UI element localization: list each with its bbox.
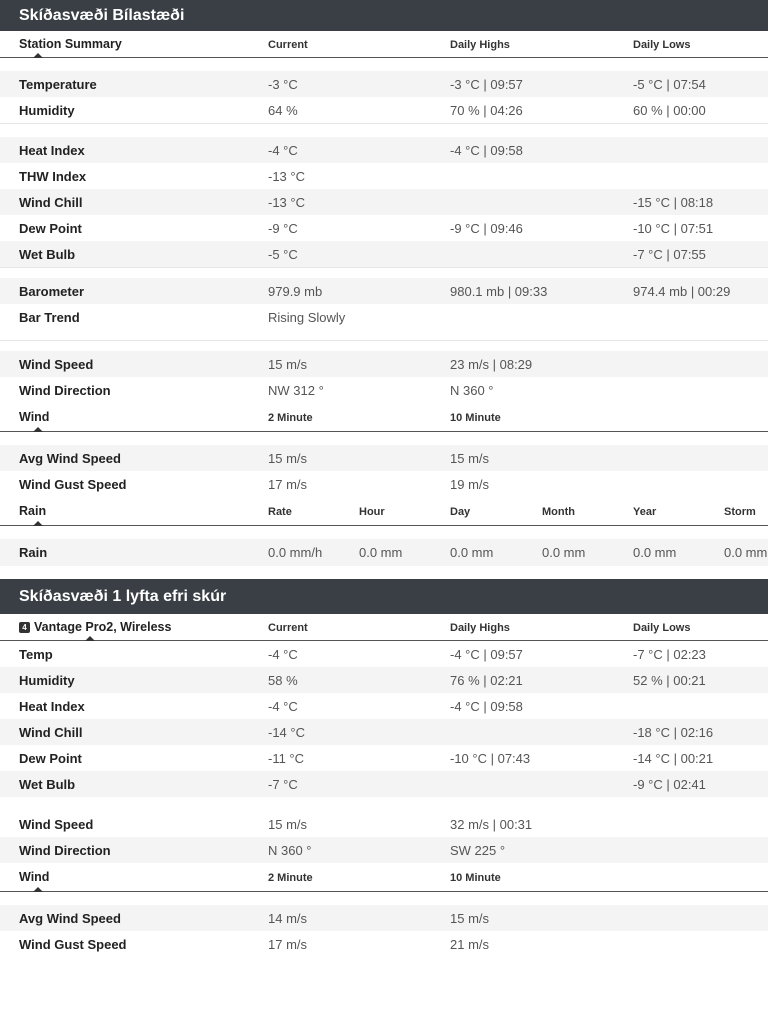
daily-low-value: 974.4 mb | 00:29 bbox=[633, 284, 731, 299]
wind-speed-row bbox=[0, 351, 768, 377]
rain-header bbox=[0, 498, 768, 526]
current-value: -14 °C bbox=[268, 725, 305, 740]
row-label: Avg Wind Speed bbox=[19, 451, 121, 466]
row-label: Bar Trend bbox=[19, 310, 80, 325]
two-minute-value: 17 m/s bbox=[268, 477, 308, 492]
current-value: 15 m/s bbox=[268, 357, 308, 372]
hour-column-header: Hour bbox=[359, 506, 385, 518]
current-column-header: Current bbox=[268, 39, 308, 51]
daily-high-value: -10 °C | 07:43 bbox=[450, 751, 531, 766]
heat-index-row bbox=[0, 137, 768, 163]
device-number-badge: 4 bbox=[19, 622, 30, 633]
row-label: Wind Direction bbox=[19, 843, 111, 858]
ten-minute-value: 15 m/s bbox=[450, 911, 490, 926]
daily-high-value: -3 °C | 09:57 bbox=[450, 77, 523, 92]
wind-chill-row bbox=[0, 189, 768, 215]
current-value: -5 °C bbox=[268, 247, 298, 262]
daily-low-value: -18 °C | 02:16 bbox=[633, 725, 714, 740]
two-minute-column-header: 2 Minute bbox=[268, 412, 313, 424]
rain-month-value: 0.0 mm bbox=[542, 545, 586, 560]
device-header bbox=[0, 614, 768, 641]
rain-hour-value: 0.0 mm bbox=[359, 545, 403, 560]
row-label: Temp bbox=[19, 647, 53, 662]
storm-column-header: Storm bbox=[724, 506, 756, 518]
barometer-row bbox=[0, 278, 768, 304]
wind-gust-speed-row bbox=[0, 931, 768, 957]
station2-section bbox=[0, 579, 768, 957]
device-name: Vantage Pro2, Wireless bbox=[34, 620, 172, 634]
wind-chill-row bbox=[0, 719, 768, 745]
two-minute-value: 14 m/s bbox=[268, 911, 308, 926]
avg-wind-speed-row bbox=[0, 445, 768, 471]
daily-high-value: 70 % | 04:26 bbox=[450, 103, 523, 118]
ten-minute-column-header: 10 Minute bbox=[450, 872, 501, 884]
row-label: Wind Speed bbox=[19, 817, 94, 832]
row-label: Wet Bulb bbox=[19, 777, 76, 792]
row-label: Barometer bbox=[19, 284, 85, 299]
daily-high-value: 32 m/s | 00:31 bbox=[450, 817, 533, 832]
current-value: N 360 ° bbox=[268, 843, 312, 858]
row-label: Humidity bbox=[19, 103, 75, 118]
row-label: Wind Gust Speed bbox=[19, 477, 127, 492]
row-label: Avg Wind Speed bbox=[19, 911, 121, 926]
temperature-row bbox=[0, 71, 768, 97]
daily-high-value: -4 °C | 09:57 bbox=[450, 647, 523, 662]
current-value: 15 m/s bbox=[268, 817, 308, 832]
current-value: -4 °C bbox=[268, 699, 298, 714]
avg-wind-speed-row bbox=[0, 905, 768, 931]
daily-low-value: 60 % | 00:00 bbox=[633, 103, 706, 118]
row-label: Wind Direction bbox=[19, 383, 111, 398]
current-value: -11 °C bbox=[268, 751, 305, 766]
current-value: -4 °C bbox=[268, 647, 298, 662]
station-summary-label: Station Summary bbox=[19, 37, 122, 51]
rate-column-header: Rate bbox=[268, 506, 292, 518]
section-caret-icon bbox=[33, 53, 43, 58]
temp-row bbox=[0, 641, 768, 667]
current-value: 979.9 mb bbox=[268, 284, 323, 299]
current-value: -13 °C bbox=[268, 195, 305, 210]
section-caret-icon bbox=[33, 887, 43, 892]
row-label: Wet Bulb bbox=[19, 247, 76, 262]
two-minute-value: 17 m/s bbox=[268, 937, 308, 952]
daily-low-value: -14 °C | 00:21 bbox=[633, 751, 714, 766]
daily-highs-column-header: Daily Highs bbox=[450, 39, 510, 51]
daily-high-value: -4 °C | 09:58 bbox=[450, 143, 523, 158]
row-label: Humidity bbox=[19, 673, 75, 688]
daily-high-value: 23 m/s | 08:29 bbox=[450, 357, 533, 372]
wind-header-label: Wind bbox=[19, 870, 50, 884]
year-column-header: Year bbox=[633, 506, 657, 518]
wet-bulb-row bbox=[0, 771, 768, 797]
daily-low-value: -5 °C | 07:54 bbox=[633, 77, 706, 92]
row-label: Temperature bbox=[19, 77, 97, 92]
row-label: Rain bbox=[19, 545, 48, 560]
station1-title: Skíðasvæði Bílastæði bbox=[0, 0, 768, 31]
two-minute-column-header: 2 Minute bbox=[268, 872, 313, 884]
daily-low-value: -10 °C | 07:51 bbox=[633, 221, 714, 236]
rain-year-value: 0.0 mm bbox=[633, 545, 677, 560]
rain-header-label: Rain bbox=[19, 504, 47, 518]
current-value: Rising Slowly bbox=[268, 310, 346, 325]
two-minute-value: 15 m/s bbox=[268, 451, 308, 466]
ten-minute-value: 19 m/s bbox=[450, 477, 490, 492]
wind-header-label: Wind bbox=[19, 410, 50, 424]
daily-high-value: 980.1 mb | 09:33 bbox=[450, 284, 548, 299]
current-value: -9 °C bbox=[268, 221, 298, 236]
daily-low-value: -7 °C | 07:55 bbox=[633, 247, 706, 262]
daily-high-value: -4 °C | 09:58 bbox=[450, 699, 523, 714]
ten-minute-value: 21 m/s bbox=[450, 937, 490, 952]
current-value: 64 % bbox=[268, 103, 298, 118]
row-label: Heat Index bbox=[19, 143, 85, 158]
wind-direction-row bbox=[0, 377, 768, 403]
daily-high-value: -9 °C | 09:46 bbox=[450, 221, 523, 236]
thw-index-row bbox=[0, 163, 768, 189]
station2-title: Skíðasvæði 1 lyfta efri skúr bbox=[0, 579, 768, 614]
device-label bbox=[19, 620, 171, 634]
row-label: THW Index bbox=[19, 169, 87, 184]
row-label: Wind Chill bbox=[19, 725, 83, 740]
daily-low-value: 52 % | 00:21 bbox=[633, 673, 706, 688]
daily-highs-column-header: Daily Highs bbox=[450, 622, 510, 634]
daily-high-value: N 360 ° bbox=[450, 383, 494, 398]
wind-speed-row bbox=[0, 811, 768, 837]
current-value: NW 312 ° bbox=[268, 383, 324, 398]
row-label: Heat Index bbox=[19, 699, 85, 714]
rain-storm-value: 0.0 mm bbox=[724, 545, 768, 560]
day-column-header: Day bbox=[450, 506, 471, 518]
current-value: 58 % bbox=[268, 673, 298, 688]
month-column-header: Month bbox=[542, 506, 575, 518]
wind-gust-speed-row bbox=[0, 471, 768, 497]
daily-lows-column-header: Daily Lows bbox=[633, 622, 691, 634]
daily-high-value: 76 % | 02:21 bbox=[450, 673, 523, 688]
bar-trend-row bbox=[0, 304, 768, 330]
heat-index-row bbox=[0, 693, 768, 719]
station-summary-header bbox=[0, 31, 768, 58]
wet-bulb-row bbox=[0, 241, 768, 267]
current-column-header: Current bbox=[268, 622, 308, 634]
current-value: -13 °C bbox=[268, 169, 305, 184]
daily-lows-column-header: Daily Lows bbox=[633, 39, 691, 51]
ten-minute-value: 15 m/s bbox=[450, 451, 490, 466]
row-label: Dew Point bbox=[19, 751, 82, 766]
row-label: Wind Speed bbox=[19, 357, 94, 372]
wind-direction-row bbox=[0, 837, 768, 863]
daily-high-value: SW 225 ° bbox=[450, 843, 506, 858]
dew-point-row bbox=[0, 745, 768, 771]
humidity-row bbox=[0, 97, 768, 123]
section-caret-icon bbox=[33, 427, 43, 432]
current-value: -7 °C bbox=[268, 777, 298, 792]
wind-header bbox=[0, 864, 768, 892]
ten-minute-column-header: 10 Minute bbox=[450, 412, 501, 424]
daily-low-value: -7 °C | 02:23 bbox=[633, 647, 706, 662]
daily-low-value: -9 °C | 02:41 bbox=[633, 777, 706, 792]
daily-low-value: -15 °C | 08:18 bbox=[633, 195, 714, 210]
wind-header bbox=[0, 404, 768, 432]
row-label: Wind Gust Speed bbox=[19, 937, 127, 952]
row-label: Dew Point bbox=[19, 221, 82, 236]
rain-rate-value: 0.0 mm/h bbox=[268, 545, 323, 560]
rain-day-value: 0.0 mm bbox=[450, 545, 494, 560]
section-caret-icon bbox=[33, 521, 43, 526]
dew-point-row bbox=[0, 215, 768, 241]
current-value: -3 °C bbox=[268, 77, 298, 92]
current-value: -4 °C bbox=[268, 143, 298, 158]
row-label: Wind Chill bbox=[19, 195, 83, 210]
humidity-row bbox=[0, 667, 768, 693]
rain-row bbox=[0, 539, 768, 566]
